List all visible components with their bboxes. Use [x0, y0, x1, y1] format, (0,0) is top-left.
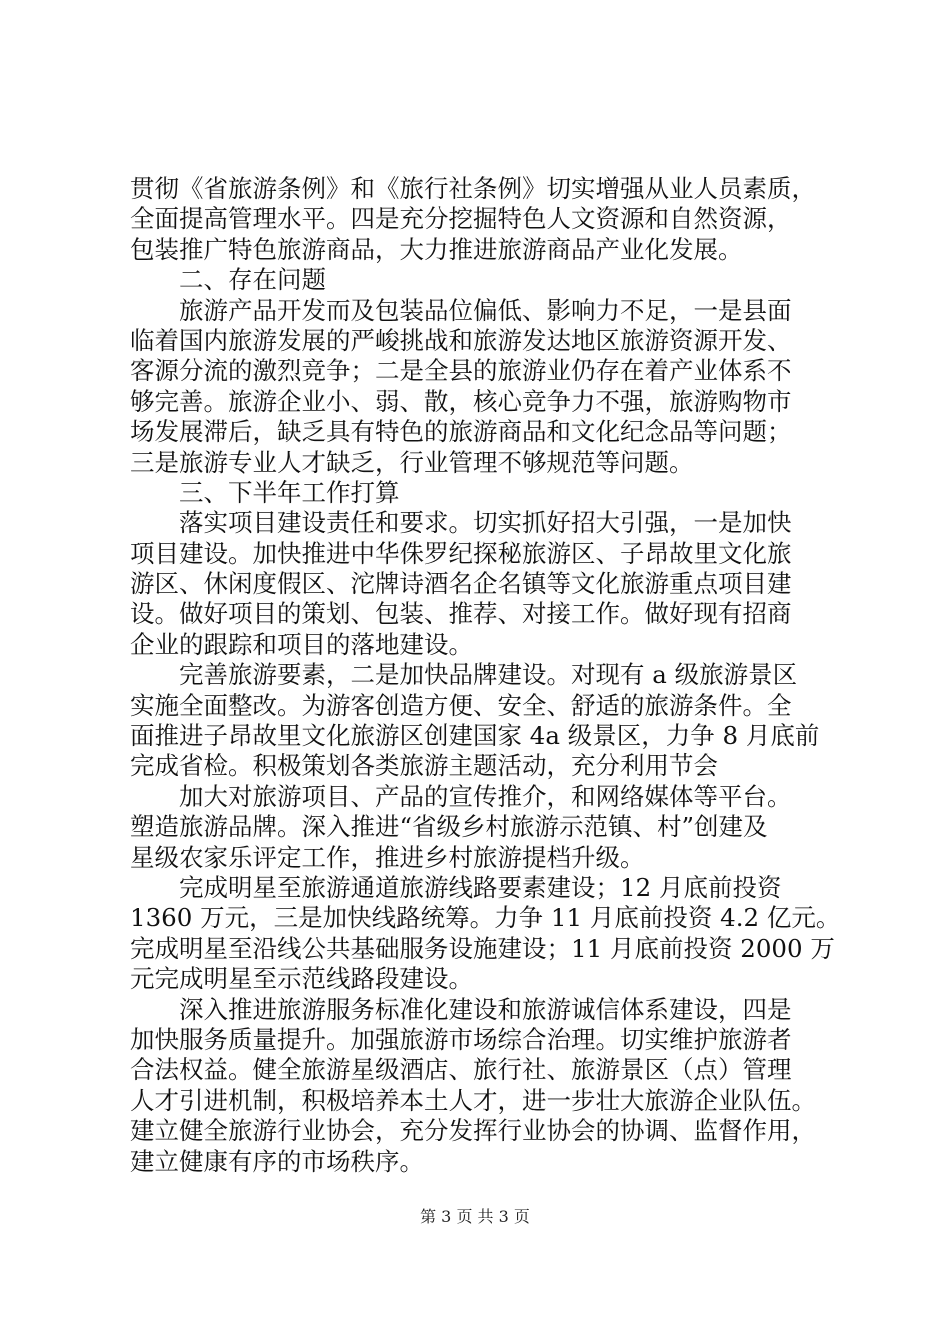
document-body	[130, 174, 850, 1177]
text-line: 游区、休闲度假区、沱牌诗酒名企名镇等文化旅游重点项目建	[130, 569, 792, 599]
page-footer: 第 3 页 共 3 页	[420, 1207, 530, 1226]
text-line: 够完善。旅游企业小、弱、散，核心竞争力不强，旅游购物市	[130, 386, 792, 416]
text-line: 星级农家乐评定工作，推进乡村旅游提档升级。	[130, 842, 645, 872]
text-line: 实施全面整改。为游客创造方便、安全、舒适的旅游条件。全	[130, 690, 792, 720]
text-line: 面推进子昂故里文化旅游区创建国家 4a 级景区，力争 8 月底前	[130, 721, 820, 751]
text-line: 完成明星至沿线公共基础服务设施建设；11 月底前投资 2000 万	[130, 933, 835, 963]
text-line: 客源分流的激烈竞争；二是全县的旅游业仍存在着产业体系不	[130, 356, 792, 386]
text-line: 完善旅游要素，二是加快品牌建设。对现有 a 级旅游景区	[130, 660, 798, 690]
text-line: 企业的跟踪和项目的落地建设。	[130, 629, 473, 659]
text-line: 人才引进机制，积极培养本土人才，进一步壮大旅游企业队伍。	[130, 1085, 816, 1115]
text-line: 二、存在问题	[130, 265, 326, 295]
text-line: 场发展滞后，缺乏具有特色的旅游商品和文化纪念品等问题；	[130, 417, 792, 447]
text-line: 完成明星至旅游通道旅游线路要素建设；12 月底前投资	[130, 872, 782, 902]
text-line: 全面提高管理水平。四是充分挖掘特色人文资源和自然资源，	[130, 204, 792, 234]
text-line: 1360 万元，三是加快线路统筹。力争 11 月底前投资 4.2 亿元。	[130, 903, 841, 933]
text-line: 建立健康有序的市场秩序。	[130, 1146, 424, 1176]
text-line: 三、下半年工作打算	[130, 477, 400, 507]
text-line: 落实项目建设责任和要求。切实抓好招大引强，一是加快	[130, 508, 792, 538]
text-line: 项目建设。加快推进中华侏罗纪探秘旅游区、子昂故里文化旅	[130, 538, 792, 568]
text-line: 贯彻《省旅游条例》和《旅行社条例》切实增强从业人员素质，	[130, 174, 816, 203]
text-line: 设。做好项目的策划、包装、推荐、对接工作。做好现有招商	[130, 599, 792, 629]
text-line: 加大对旅游项目、产品的宣传推介，和网络媒体等平台。	[130, 781, 792, 811]
text-line: 深入推进旅游服务标准化建设和旅游诚信体系建设，四是	[130, 994, 792, 1024]
text-line: 包装推广特色旅游商品，大力推进旅游商品产业化发展。	[130, 234, 743, 264]
text-line: 元完成明星至示范线路段建设。	[130, 964, 473, 994]
text-line: 加快服务质量提升。加强旅游市场综合治理。切实维护旅游者	[130, 1024, 792, 1054]
text-line: 三是旅游专业人才缺乏，行业管理不够规范等问题。	[130, 447, 694, 477]
text-line: 旅游产品开发而及包装品位偏低、影响力不足，一是县面	[130, 295, 792, 325]
text-line: 建立健全旅游行业协会，充分发挥行业协会的协调、监督作用，	[130, 1116, 816, 1146]
text-line: 临着国内旅游发展的严峻挑战和旅游发达地区旅游资源开发、	[130, 325, 792, 355]
text-line: 完成省检。积极策划各类旅游主题活动，充分利用节会	[130, 751, 718, 781]
text-line: 合法权益。健全旅游星级酒店、旅行社、旅游景区（点）管理	[130, 1055, 792, 1085]
text-line: 塑造旅游品牌。深入推进“省级乡村旅游示范镇、村”创建及	[130, 812, 768, 842]
